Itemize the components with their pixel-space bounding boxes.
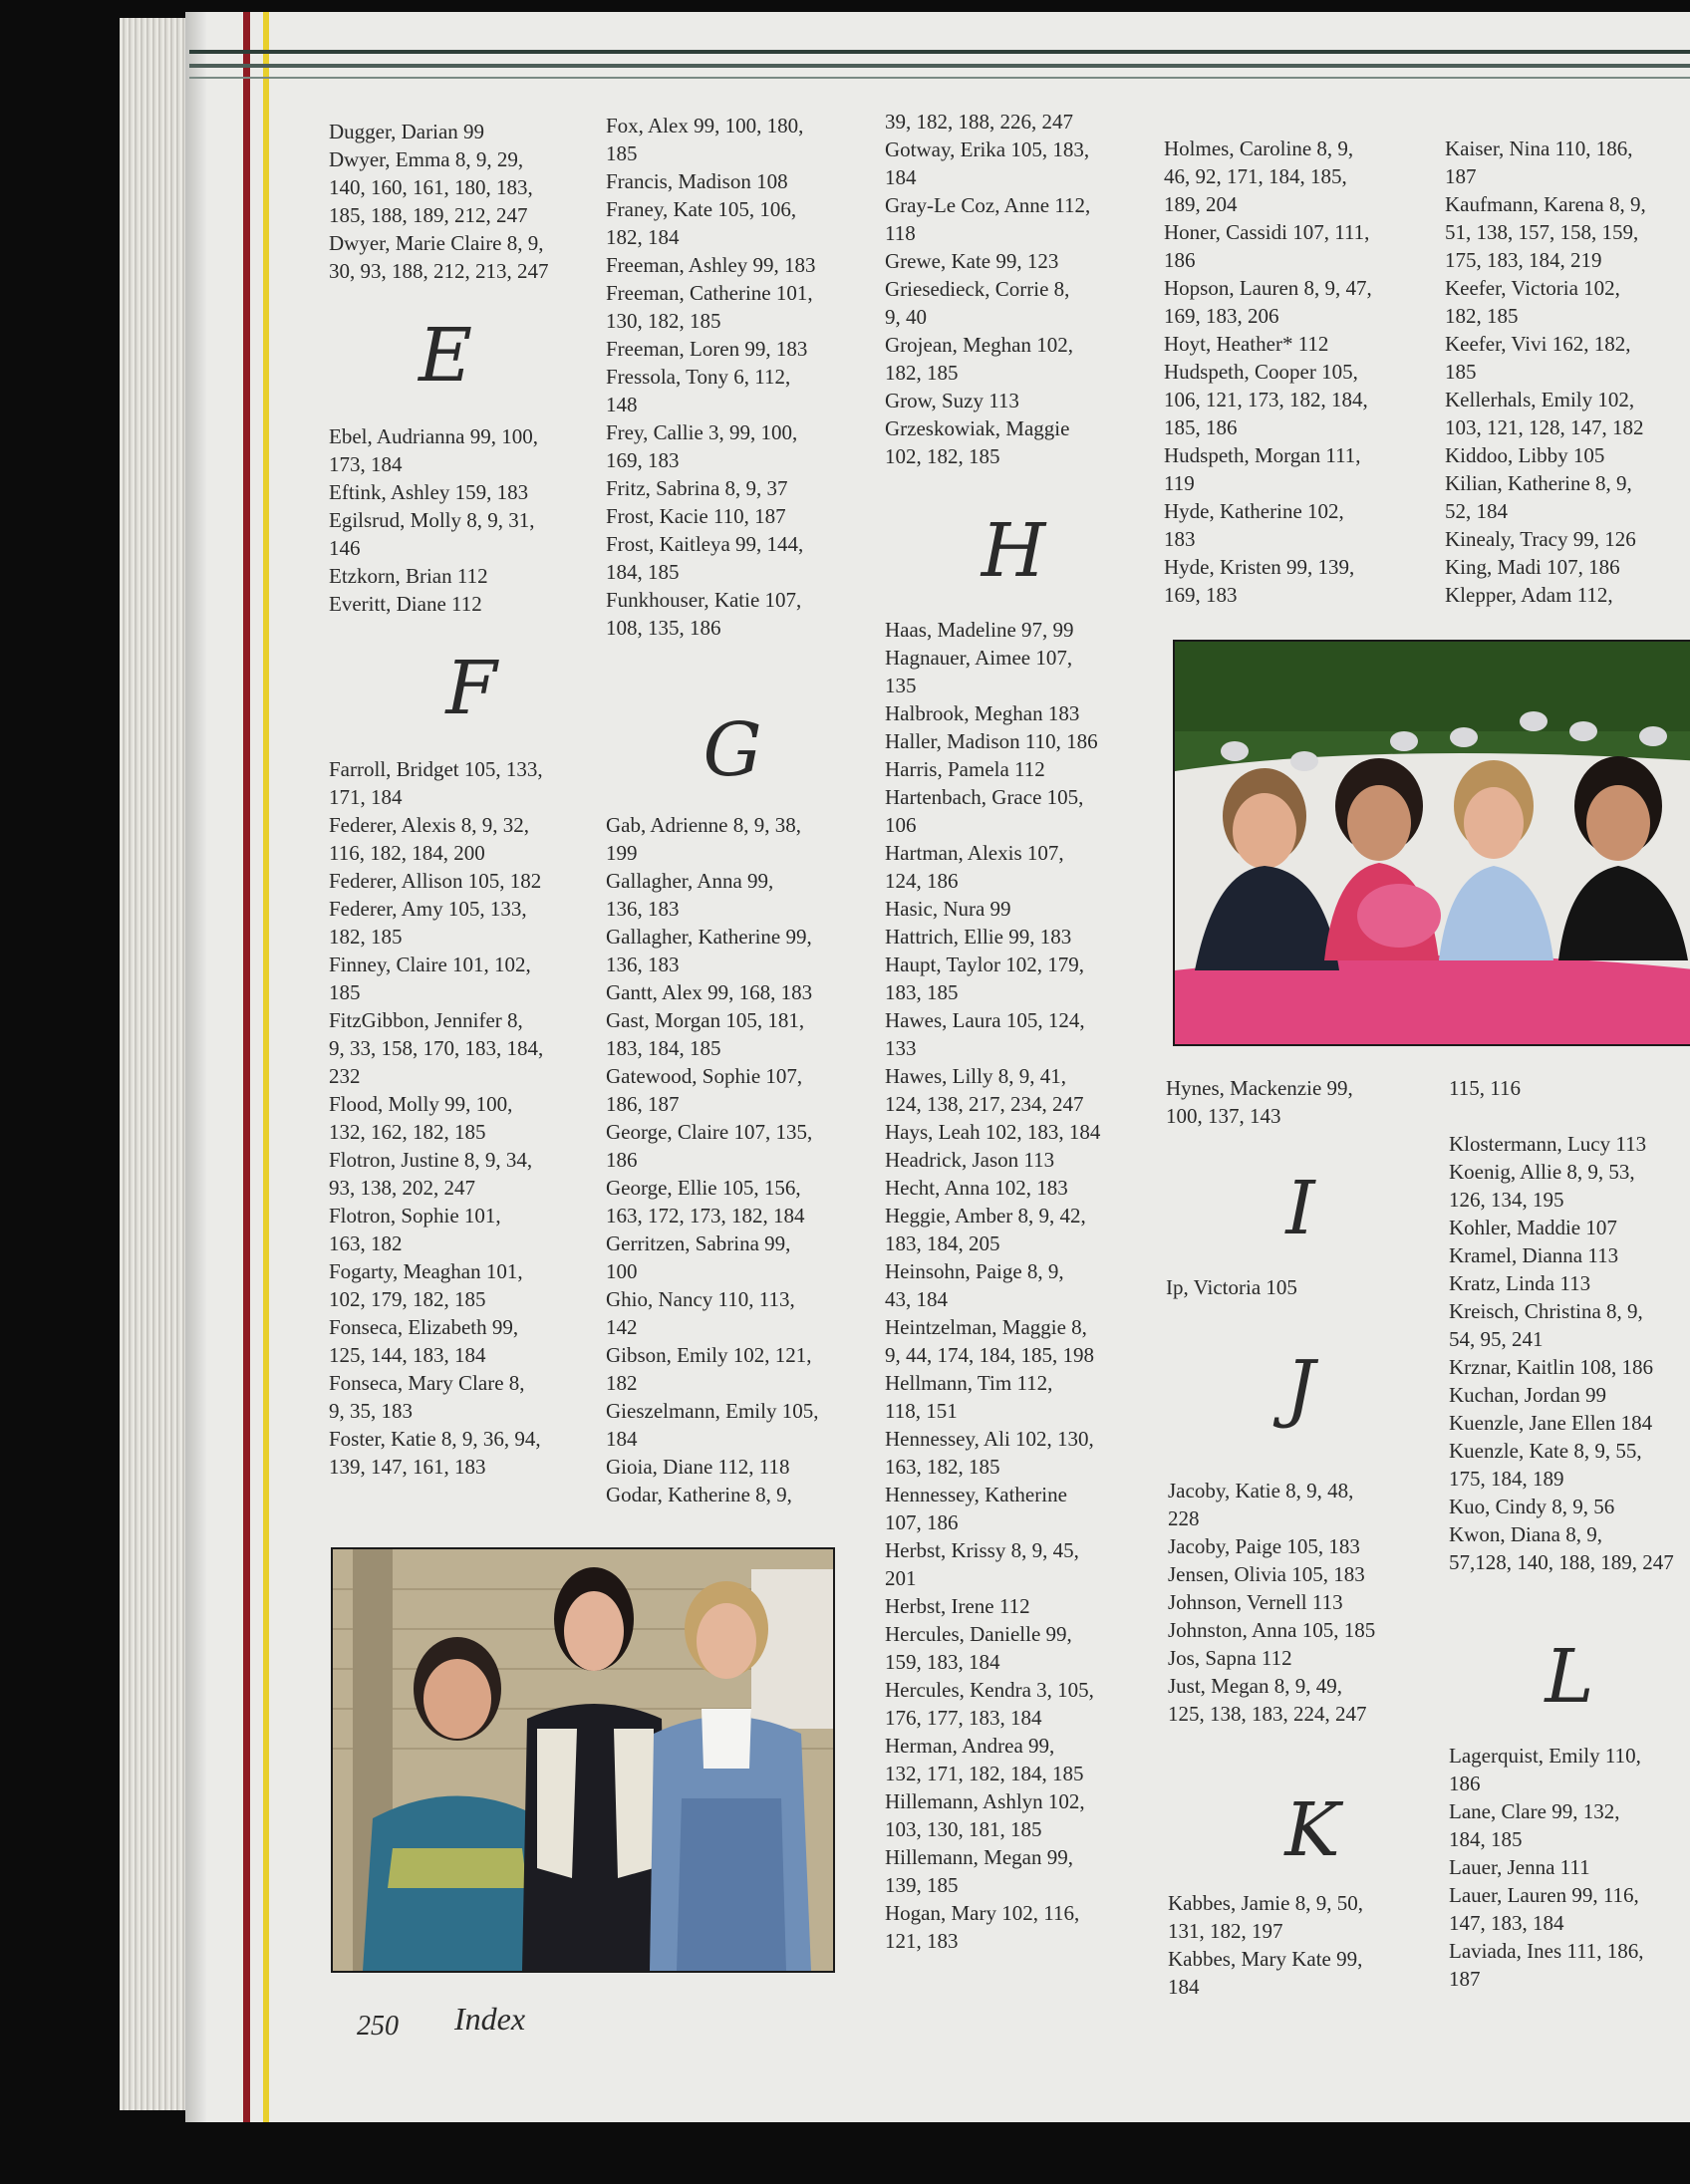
index-entry-line: Finney, Claire 101, 102,	[329, 953, 531, 976]
index-entry-line: Gieszelmann, Emily 105,	[606, 1399, 819, 1423]
index-entry-line: 118	[885, 221, 916, 245]
index-entry-line: 115, 116	[1449, 1076, 1521, 1100]
index-entry-line: Hecht, Anna 102, 183	[885, 1176, 1068, 1200]
index-entry-line: 139, 147, 161, 183	[329, 1455, 486, 1479]
index-entry-line: 187	[1445, 164, 1477, 188]
index-entry-line: 159, 183, 184	[885, 1650, 1000, 1674]
index-entry-line: Fressola, Tony 6, 112,	[606, 365, 791, 389]
index-entry-line: Harris, Pamela 112	[885, 757, 1045, 781]
index-entry-line: Hyde, Kristen 99, 139,	[1164, 555, 1355, 579]
index-entry-line: 201	[885, 1566, 917, 1590]
index-entry-line: Kilian, Katherine 8, 9,	[1445, 471, 1632, 495]
index-entry-line: Kiddoo, Libby 105	[1445, 443, 1605, 467]
photo-three-women	[331, 1547, 835, 1973]
section-letter-h: H	[981, 508, 1046, 594]
index-entry-line: Gibson, Emily 102, 121,	[606, 1343, 812, 1367]
gold-vertical-rule	[263, 12, 269, 2122]
index-entry-line: 126, 134, 195	[1449, 1188, 1564, 1212]
index-entry-line: 185	[329, 980, 361, 1004]
index-entry-line: Gotway, Erika 105, 183,	[885, 137, 1090, 161]
index-entry-line: Gioia, Diane 112, 118	[606, 1455, 790, 1479]
index-entry-line: 169, 183	[1164, 583, 1238, 607]
index-entry-line: 186	[1164, 248, 1196, 272]
index-entry-line: Hercules, Kendra 3, 105,	[885, 1678, 1094, 1702]
index-entry-line: 186, 187	[606, 1092, 680, 1116]
index-entry-line: Koenig, Allie 8, 9, 53,	[1449, 1160, 1635, 1184]
index-entry-line: 185, 186	[1164, 415, 1238, 439]
index-entry-line: Klostermann, Lucy 113	[1449, 1132, 1647, 1156]
index-column-5-k	[1445, 135, 1690, 609]
index-entry-line: 142	[606, 1315, 638, 1339]
index-column-3-h	[885, 616, 1100, 1955]
index-entry-line: Hoyt, Heather* 112	[1164, 332, 1329, 356]
index-entry-line: Kuo, Cindy 8, 9, 56	[1449, 1495, 1615, 1518]
index-entry-line: 132, 171, 182, 184, 185	[885, 1762, 1084, 1785]
index-entry-line: Grow, Suzy 113	[885, 389, 1019, 412]
index-entry-line: 199	[606, 841, 638, 865]
index-column-1-f	[329, 755, 543, 1481]
index-entry-line: 107, 186	[885, 1510, 959, 1534]
index-column-3-g	[885, 108, 1144, 470]
page-stack-edge	[120, 18, 189, 2110]
index-column-1-d	[329, 118, 578, 285]
index-entry-line: Grojean, Meghan 102,	[885, 333, 1073, 357]
index-entry-line: Haller, Madison 110, 186	[885, 729, 1098, 753]
index-entry-line: Haupt, Taylor 102, 179,	[885, 953, 1084, 976]
index-entry-line: Frey, Callie 3, 99, 100,	[606, 420, 798, 444]
index-column-4-j	[1168, 1477, 1417, 1728]
index-entry-line: Gerritzen, Sabrina 99,	[606, 1231, 791, 1255]
index-entry-line: Hellmann, Tim 112,	[885, 1371, 1053, 1395]
index-entry-line: Jos, Sapna 112	[1168, 1646, 1292, 1670]
index-entry-line: 183, 184, 185	[606, 1036, 721, 1060]
index-entry-line: George, Claire 107, 135,	[606, 1120, 813, 1144]
index-entry-line: Funkhouser, Katie 107,	[606, 588, 802, 612]
index-entry-line: 186	[1449, 1772, 1481, 1795]
index-entry-line: 136, 183	[606, 953, 680, 976]
page-number: 250	[357, 2011, 399, 2042]
index-entry-line: 183, 185	[885, 980, 959, 1004]
top-rule-second	[189, 64, 1690, 68]
index-entry-line: 121, 183	[885, 1929, 959, 1953]
index-entry-line: 30, 93, 188, 212, 213, 247	[329, 259, 549, 283]
index-entry-line: 187	[1449, 1967, 1481, 1991]
index-entry-line: 9, 33, 158, 170, 183, 184,	[329, 1036, 544, 1060]
index-entry-line: Kwon, Diana 8, 9,	[1449, 1522, 1602, 1546]
index-entry-line: Flood, Molly 99, 100,	[329, 1092, 513, 1116]
index-entry-line: Keefer, Victoria 102,	[1445, 276, 1620, 300]
index-entry-line: Dwyer, Marie Claire 8, 9,	[329, 231, 544, 255]
index-entry-line: 51, 138, 157, 158, 159,	[1445, 220, 1639, 244]
index-entry-line: Farroll, Bridget 105, 133,	[329, 757, 543, 781]
index-entry-line: Ip, Victoria 105	[1166, 1275, 1297, 1299]
index-entry-line: 163, 182, 185	[885, 1455, 1000, 1479]
index-entry-line: King, Madi 107, 186	[1445, 555, 1620, 579]
index-entry-line: Hillemann, Ashlyn 102,	[885, 1789, 1085, 1813]
index-entry-line: Eftink, Ashley 159, 183	[329, 480, 529, 504]
section-letter-i: I	[1285, 1166, 1315, 1251]
index-entry-line: Laviada, Ines 111, 186,	[1449, 1939, 1644, 1963]
index-entry-line: Hyde, Katherine 102,	[1164, 499, 1344, 523]
section-letter-f: F	[445, 646, 497, 731]
index-entry-line: 182	[606, 1371, 638, 1395]
index-entry-line: 186	[606, 1148, 638, 1172]
index-entry-line: Krznar, Kaitlin 108, 186	[1449, 1355, 1654, 1379]
index-entry-line: 185	[1445, 360, 1477, 384]
index-entry-line: 184, 185	[1449, 1827, 1523, 1851]
index-entry-line: 232	[329, 1064, 361, 1088]
index-entry-line: FitzGibbon, Jennifer 8,	[329, 1008, 523, 1032]
index-entry-line: Everitt, Diane 112	[329, 592, 482, 616]
index-column-4-h-cont	[1166, 1074, 1415, 1130]
index-entry-line: Gatewood, Sophie 107,	[606, 1064, 803, 1088]
index-entry-line: Hartman, Alexis 107,	[885, 841, 1064, 865]
index-entry-line: 182, 185	[885, 361, 959, 385]
red-vertical-rule	[243, 12, 250, 2122]
index-entry-line: 100, 137, 143	[1166, 1104, 1281, 1128]
index-entry-line: Ghio, Nancy 110, 113,	[606, 1287, 795, 1311]
index-entry-line: Ebel, Audrianna 99, 100,	[329, 424, 538, 448]
index-entry-line: Foster, Katie 8, 9, 36, 94,	[329, 1427, 541, 1451]
index-entry-line: 163, 172, 173, 182, 184	[606, 1204, 805, 1228]
index-entry-line: 43, 184	[885, 1287, 948, 1311]
index-entry-line: Hercules, Danielle 99,	[885, 1622, 1072, 1646]
index-entry-line: Kuenzle, Kate 8, 9, 55,	[1449, 1439, 1642, 1463]
index-entry-line: Fonseca, Elizabeth 99,	[329, 1315, 519, 1339]
index-entry-line: Headrick, Jason 113	[885, 1148, 1055, 1172]
index-entry-line: Keefer, Vivi 162, 182,	[1445, 332, 1631, 356]
index-entry-line: 133	[885, 1036, 917, 1060]
index-entry-line: Herbst, Irene 112	[885, 1594, 1030, 1618]
index-entry-line: 124, 186	[885, 869, 959, 893]
index-entry-line: Flotron, Justine 8, 9, 34,	[329, 1148, 533, 1172]
index-entry-line: Heggie, Amber 8, 9, 42,	[885, 1204, 1086, 1228]
index-entry-line: Hillemann, Megan 99,	[885, 1845, 1073, 1869]
index-entry-line: Herbst, Krissy 8, 9, 45,	[885, 1538, 1079, 1562]
index-entry-line: 9, 35, 183	[329, 1399, 413, 1423]
index-entry-line: 52, 184	[1445, 499, 1508, 523]
index-entry-line: Etzkorn, Brian 112	[329, 564, 488, 588]
photo-girls-on-blanket	[1173, 640, 1690, 1046]
index-entry-line: Hattrich, Ellie 99, 183	[885, 925, 1072, 949]
index-entry-line: 171, 184	[329, 785, 403, 809]
section-letter-l: L	[1545, 1634, 1594, 1720]
index-entry-line: Fox, Alex 99, 100, 180,	[606, 114, 804, 137]
index-entry-line: Hennessey, Ali 102, 130,	[885, 1427, 1094, 1451]
index-entry-line: Fonseca, Mary Clare 8,	[329, 1371, 525, 1395]
index-entry-line: Herman, Andrea 99,	[885, 1734, 1055, 1758]
index-entry-line: Gallagher, Katherine 99,	[606, 925, 812, 949]
index-entry-line: Dwyer, Emma 8, 9, 29,	[329, 147, 524, 171]
index-entry-line: Grewe, Kate 99, 123	[885, 249, 1059, 273]
index-entry-line: Heinsohn, Paige 8, 9,	[885, 1259, 1064, 1283]
index-entry-line: 139, 185	[885, 1873, 959, 1897]
index-entry-line: 189, 204	[1164, 192, 1238, 216]
index-entry-line: Hynes, Mackenzie 99,	[1166, 1076, 1353, 1100]
index-entry-line: 228	[1168, 1506, 1200, 1530]
index-column-4-h	[1164, 135, 1413, 609]
index-entry-line: Jensen, Olivia 105, 183	[1168, 1562, 1365, 1586]
index-entry-line: 185, 188, 189, 212, 247	[329, 203, 528, 227]
index-entry-line: 57,128, 140, 188, 189, 247	[1449, 1550, 1674, 1574]
index-entry-line: 116, 182, 184, 200	[329, 841, 485, 865]
index-column-5-k-cont	[1449, 1074, 1690, 1576]
top-rule	[189, 50, 1690, 54]
index-entry-line: Lauer, Jenna 111	[1449, 1855, 1590, 1879]
index-entry-line: Federer, Allison 105, 182	[329, 869, 542, 893]
index-entry-line: Kinealy, Tracy 99, 126	[1445, 527, 1636, 551]
index-entry-line	[1449, 1102, 1690, 1130]
index-entry-line: Hogan, Mary 102, 116,	[885, 1901, 1080, 1925]
index-entry-line: Hays, Leah 102, 183, 184	[885, 1120, 1101, 1144]
index-entry-line: Hartenbach, Grace 105,	[885, 785, 1084, 809]
index-entry-line: Lane, Clare 99, 132,	[1449, 1799, 1620, 1823]
index-entry-line: 175, 183, 184, 219	[1445, 248, 1602, 272]
index-entry-line: Franey, Kate 105, 106,	[606, 197, 797, 221]
index-entry-line: 108, 135, 186	[606, 616, 721, 640]
index-entry-line: 182, 185	[1445, 304, 1519, 328]
index-entry-line: Frost, Kaitleya 99, 144,	[606, 532, 804, 556]
page-gutter-shadow	[185, 12, 207, 2122]
index-entry-line: 46, 92, 171, 184, 185,	[1164, 164, 1347, 188]
index-entry-line: 130, 182, 185	[606, 309, 721, 333]
index-entry-line: Griesedieck, Corrie 8,	[885, 277, 1070, 301]
index-entry-line: 184	[1168, 1975, 1200, 1999]
index-entry-line: 183, 184, 205	[885, 1231, 1000, 1255]
index-entry-line: 54, 95, 241	[1449, 1327, 1544, 1351]
index-entry-line: Haas, Madeline 97, 99	[885, 618, 1074, 642]
index-entry-line: Hasic, Nura 99	[885, 897, 1011, 921]
index-entry-line: 148	[606, 393, 638, 416]
index-entry-line: 119	[1164, 471, 1195, 495]
index-entry-line: 146	[329, 536, 361, 560]
index-entry-line: Dugger, Darian 99	[329, 120, 485, 143]
top-rule-third	[189, 77, 1690, 79]
index-entry-line: 125, 138, 183, 224, 247	[1168, 1702, 1367, 1726]
index-entry-line: 185	[606, 141, 638, 165]
index-entry-line: Kaufmann, Karena 8, 9,	[1445, 192, 1646, 216]
index-entry-line: 183	[1164, 527, 1196, 551]
index-entry-line: Fogarty, Meaghan 101,	[329, 1259, 523, 1283]
index-entry-line: Hagnauer, Aimee 107,	[885, 646, 1073, 670]
index-entry-line: Heintzelman, Maggie 8,	[885, 1315, 1087, 1339]
index-entry-line: 39, 182, 188, 226, 247	[885, 110, 1073, 134]
index-entry-line: George, Ellie 105, 156,	[606, 1176, 801, 1200]
index-entry-line: 103, 130, 181, 185	[885, 1817, 1042, 1841]
index-column-2-f	[606, 112, 855, 642]
index-entry-line: Kratz, Linda 113	[1449, 1271, 1591, 1295]
index-entry-line: 125, 144, 183, 184	[329, 1343, 486, 1367]
index-entry-line: 124, 138, 217, 234, 247	[885, 1092, 1084, 1116]
index-entry-line: Holmes, Caroline 8, 9,	[1164, 136, 1354, 160]
index-entry-line: Kramel, Dianna 113	[1449, 1243, 1619, 1267]
index-entry-line: 182, 184	[606, 225, 680, 249]
section-title: Index	[454, 2001, 526, 2037]
index-entry-line: Gast, Morgan 105, 181,	[606, 1008, 805, 1032]
index-column-4-i	[1166, 1273, 1415, 1301]
index-entry-line: Hawes, Lilly 8, 9, 41,	[885, 1064, 1066, 1088]
section-letter-j: J	[1285, 1345, 1315, 1431]
index-entry-line: Jacoby, Katie 8, 9, 48,	[1168, 1479, 1354, 1502]
section-letter-k: K	[1284, 1787, 1340, 1873]
index-entry-line: Federer, Amy 105, 133,	[329, 897, 527, 921]
index-entry-line: Hudspeth, Morgan 111,	[1164, 443, 1361, 467]
index-entry-line: Hopson, Lauren 8, 9, 47,	[1164, 276, 1372, 300]
index-entry-line: 173, 184	[329, 452, 403, 476]
index-entry-line: 106, 121, 173, 182, 184,	[1164, 388, 1368, 411]
index-column-4-k	[1168, 1889, 1417, 2001]
index-entry-line: Hawes, Laura 105, 124,	[885, 1008, 1085, 1032]
index-entry-line: Kaiser, Nina 110, 186,	[1445, 136, 1633, 160]
index-entry-line: Gantt, Alex 99, 168, 183	[606, 980, 813, 1004]
index-entry-line: 184	[606, 1427, 638, 1451]
index-entry-line: Just, Megan 8, 9, 49,	[1168, 1674, 1342, 1698]
index-entry-line: Grzeskowiak, Maggie	[885, 416, 1070, 440]
index-entry-line: Johnson, Vernell 113	[1168, 1590, 1343, 1614]
index-entry-line: Halbrook, Meghan 183	[885, 701, 1080, 725]
index-entry-line: 9, 40	[885, 305, 927, 329]
index-entry-line: 93, 138, 202, 247	[329, 1176, 475, 1200]
section-letter-g: G	[703, 707, 762, 793]
index-entry-line: 184, 185	[606, 560, 680, 584]
index-entry-line: 169, 183	[606, 448, 680, 472]
index-entry-line: Freeman, Ashley 99, 183	[606, 253, 816, 277]
index-entry-line: Kellerhals, Emily 102,	[1445, 388, 1635, 411]
index-entry-line: Freeman, Loren 99, 183	[606, 337, 808, 361]
index-entry-line: 118, 151	[885, 1399, 958, 1423]
index-entry-line: Honer, Cassidi 107, 111,	[1164, 220, 1370, 244]
index-entry-line: 132, 162, 182, 185	[329, 1120, 486, 1144]
index-entry-line: 182, 185	[329, 925, 403, 949]
index-entry-line: Kuchan, Jordan 99	[1449, 1383, 1607, 1407]
index-entry-line: Fritz, Sabrina 8, 9, 37	[606, 476, 788, 500]
index-entry-line: Flotron, Sophie 101,	[329, 1204, 501, 1228]
index-entry-line: Hennessey, Katherine	[885, 1483, 1067, 1506]
index-entry-line: Hudspeth, Cooper 105,	[1164, 360, 1358, 384]
index-entry-line: Egilsrud, Molly 8, 9, 31,	[329, 508, 535, 532]
index-entry-line: 184	[885, 165, 917, 189]
index-column-2-g	[606, 811, 818, 1508]
index-entry-line: 140, 160, 161, 180, 183,	[329, 175, 533, 199]
index-entry-line: 103, 121, 128, 147, 182	[1445, 415, 1644, 439]
index-entry-line: 135	[885, 674, 917, 697]
index-entry-line: 100	[606, 1259, 638, 1283]
index-entry-line: 163, 182	[329, 1231, 403, 1255]
index-entry-line: Jacoby, Paige 105, 183	[1168, 1534, 1360, 1558]
index-entry-line: Godar, Katherine 8, 9,	[606, 1483, 792, 1506]
index-entry-line: Kreisch, Christina 8, 9,	[1449, 1299, 1643, 1323]
index-entry-line: Federer, Alexis 8, 9, 32,	[329, 813, 529, 837]
index-entry-line: Gab, Adrienne 8, 9, 38,	[606, 813, 801, 837]
index-entry-line: Gallagher, Anna 99,	[606, 869, 774, 893]
index-entry-line: Gray-Le Coz, Anne 112,	[885, 193, 1091, 217]
index-entry-line: Francis, Madison 108	[606, 169, 788, 193]
index-entry-line: 147, 183, 184	[1449, 1911, 1564, 1935]
index-entry-line: 106	[885, 813, 917, 837]
index-entry-line: Kabbes, Mary Kate 99,	[1168, 1947, 1363, 1971]
index-entry-line: 102, 182, 185	[885, 444, 1000, 468]
index-entry-line: Klepper, Adam 112,	[1445, 583, 1613, 607]
index-entry-line: Kohler, Maddie 107	[1449, 1216, 1617, 1239]
index-entry-line: 169, 183, 206	[1164, 304, 1279, 328]
index-entry-line: Frost, Kacie 110, 187	[606, 504, 786, 528]
index-entry-line: 136, 183	[606, 897, 680, 921]
index-entry-line: 9, 44, 174, 184, 185, 198	[885, 1343, 1094, 1367]
index-entry-line: Kabbes, Jamie 8, 9, 50,	[1168, 1891, 1363, 1915]
index-entry-line: Freeman, Catherine 101,	[606, 281, 813, 305]
index-entry-line: 102, 179, 182, 185	[329, 1287, 486, 1311]
index-column-5-l	[1449, 1742, 1690, 1993]
index-entry-line: 131, 182, 197	[1168, 1919, 1283, 1943]
index-entry-line: 175, 184, 189	[1449, 1467, 1564, 1491]
index-entry-line: 176, 177, 183, 184	[885, 1706, 1042, 1730]
index-entry-line: Lauer, Lauren 99, 116,	[1449, 1883, 1639, 1907]
index-entry-line: Johnston, Anna 105, 185	[1168, 1618, 1376, 1642]
index-entry-line: Lagerquist, Emily 110,	[1449, 1744, 1641, 1768]
index-column-1-e	[329, 422, 538, 618]
section-letter-e: E	[418, 313, 473, 399]
index-entry-line: Kuenzle, Jane Ellen 184	[1449, 1411, 1653, 1435]
